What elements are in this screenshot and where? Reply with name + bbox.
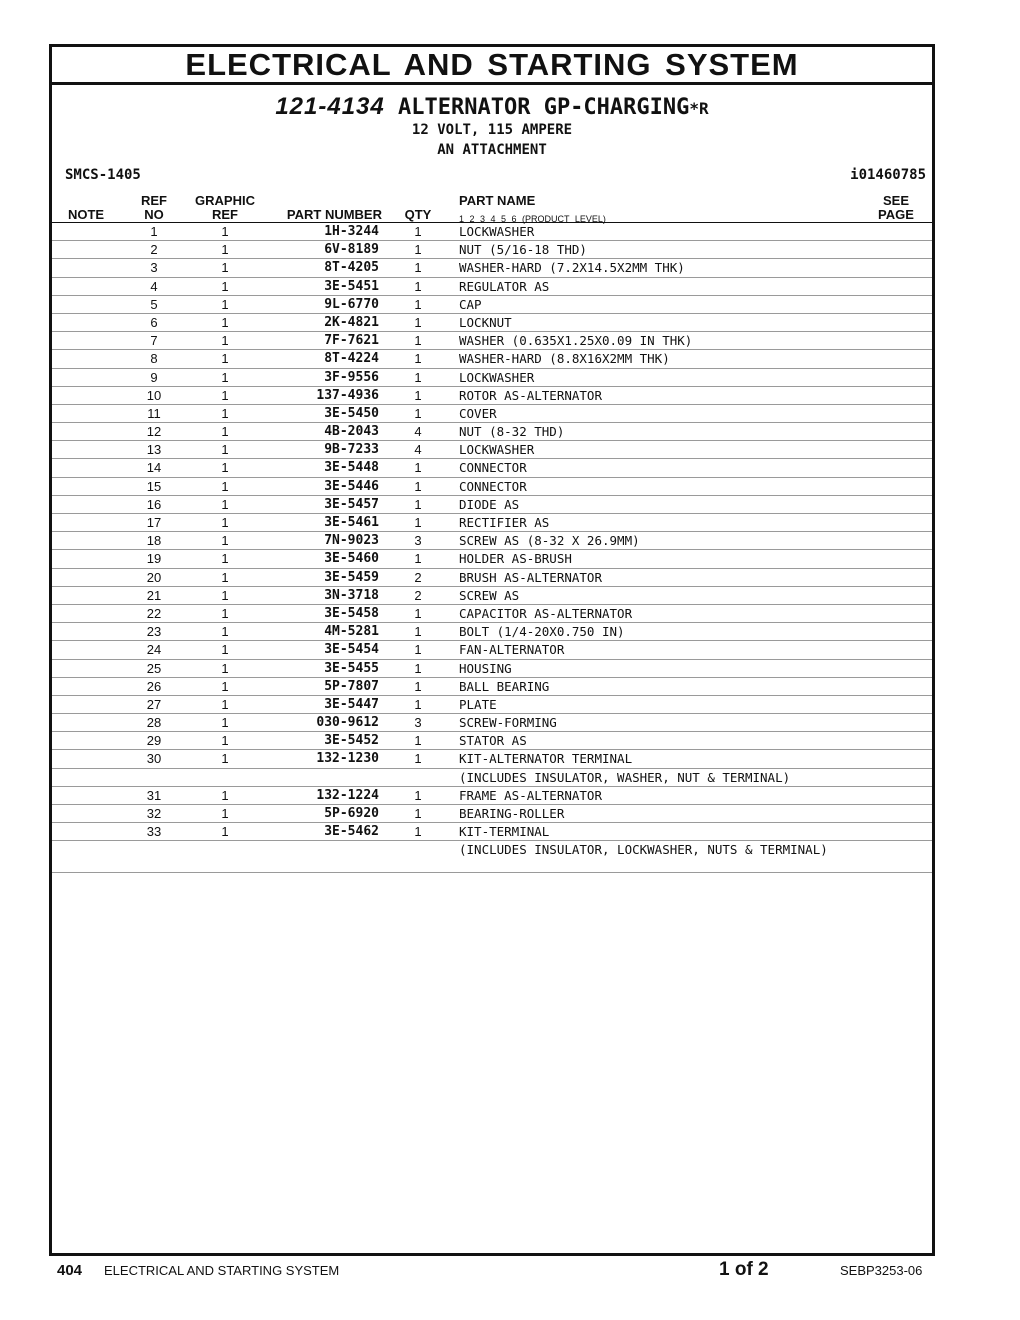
qty-cell: 2 — [414, 587, 422, 603]
qty-cell: 1 — [414, 369, 422, 385]
table-row — [52, 296, 932, 314]
graphic-ref-cell: 1 — [221, 806, 229, 821]
graphic-ref-cell: 1 — [221, 278, 229, 294]
part-number-cell: 5P-7807 — [324, 678, 379, 694]
table-row — [52, 369, 932, 387]
table-row — [52, 641, 932, 659]
ref-no-cell: 12 — [146, 424, 162, 440]
graphic-ref-cell: 1 — [221, 733, 229, 749]
part-number-cell: 7N-9023 — [324, 533, 379, 549]
qty-cell: 3 — [414, 715, 422, 731]
graphic-ref-cell: 1 — [221, 333, 229, 349]
qty-cell: 1 — [414, 333, 422, 349]
ref-no-cell: 20 — [146, 569, 162, 585]
qty-cell: 1 — [414, 314, 422, 330]
part-number-cell: 9B-7233 — [324, 442, 379, 458]
col-part-name: PART NAME — [459, 193, 536, 208]
graphic-ref-cell: 1 — [221, 605, 229, 621]
ref-no-cell: 8 — [150, 351, 158, 367]
part-name-cell: FRAME AS-ALTERNATOR — [459, 787, 602, 803]
qty-cell: 1 — [414, 405, 422, 421]
group-part-number: 121-4134 — [275, 93, 385, 120]
table-row — [52, 696, 932, 714]
part-name-cell: COVER — [459, 405, 497, 421]
table-row — [52, 587, 932, 605]
col-qty: QTY — [404, 207, 432, 222]
table-header — [52, 191, 932, 223]
parts-table-body — [52, 223, 932, 873]
graphic-ref-cell: 1 — [221, 587, 229, 603]
part-name-cell: CAPACITOR AS-ALTERNATOR — [459, 605, 633, 621]
table-row — [52, 314, 932, 332]
part-number-cell: 3E-5446 — [324, 478, 379, 494]
table-row — [52, 823, 932, 841]
part-number-cell: 6V-8189 — [324, 242, 379, 258]
table-row — [52, 569, 932, 587]
ref-no-cell: 33 — [146, 824, 162, 840]
graphic-ref-cell: 1 — [221, 678, 229, 694]
part-name-cell: KIT-TERMINAL — [459, 824, 550, 840]
part-number-cell: 3N-3718 — [324, 587, 379, 603]
graphic-ref-cell: 1 — [221, 296, 229, 312]
part-name-cell: STATOR AS — [459, 733, 527, 749]
part-number-cell: 3E-5455 — [324, 660, 379, 676]
col-see-page — [868, 194, 924, 222]
table-row — [52, 332, 932, 350]
col-part-number: PART NUMBER — [286, 207, 382, 222]
ref-no-cell: 22 — [146, 605, 162, 621]
graphic-ref-cell: 1 — [221, 624, 229, 640]
ref-no-cell: 4 — [150, 278, 158, 294]
part-number-cell: 8T-4205 — [324, 260, 379, 276]
qty-cell: 3 — [414, 533, 422, 549]
qty-cell: 1 — [414, 660, 422, 676]
table-row — [52, 241, 932, 259]
graphic-ref-cell: 1 — [221, 387, 229, 403]
part-number-cell: 137-4936 — [316, 387, 379, 403]
ref-no-cell: 6 — [150, 314, 158, 330]
graphic-ref-cell: 1 — [221, 314, 229, 330]
qty-cell: 1 — [414, 733, 422, 749]
part-name-cell: NUT (8-32 THD) — [459, 424, 565, 440]
part-number-cell: 7F-7621 — [324, 333, 379, 349]
graphic-ref-cell: 1 — [221, 751, 229, 767]
ref-no-cell: 11 — [147, 405, 161, 421]
part-name-cell: BEARING-ROLLER — [459, 806, 565, 821]
table-row — [52, 387, 932, 405]
part-number-cell: 3E-5460 — [324, 551, 379, 567]
part-name-cell: WASHER-HARD (8.8X16X2MM THK) — [459, 351, 670, 367]
table-row — [52, 478, 932, 496]
table-row — [52, 787, 932, 805]
col-see-top: SEE — [882, 193, 909, 208]
part-name-cell: LOCKWASHER — [459, 442, 535, 458]
group-spec: 12 VOLT, 115 AMPERE — [411, 122, 573, 138]
part-number-cell: 3E-5461 — [324, 515, 379, 530]
part-name-cell: WASHER (0.635X1.25X0.09 IN THK) — [459, 333, 693, 349]
page-title: ELECTRICAL AND STARTING SYSTEM — [52, 47, 932, 85]
qty-cell: 1 — [414, 605, 422, 621]
qty-cell: 1 — [414, 460, 422, 476]
part-number-cell: 3E-5447 — [324, 696, 379, 712]
part-number-cell: 2K-4821 — [324, 314, 379, 330]
qty-cell: 1 — [414, 224, 422, 239]
part-number-cell: 3F-9556 — [324, 369, 379, 385]
group-attachment: AN ATTACHMENT — [437, 142, 547, 158]
part-number-cell: 4B-2043 — [324, 424, 379, 440]
table-row — [52, 532, 932, 550]
col-graphic-bottom: REF — [212, 207, 238, 222]
page-footer — [0, 1260, 1020, 1284]
table-row — [52, 405, 932, 423]
ref-no-cell: 26 — [146, 678, 162, 694]
table-row — [52, 278, 932, 296]
ref-no-cell: 2 — [150, 242, 158, 258]
col-graphic-ref — [184, 194, 266, 222]
table-row — [52, 605, 932, 623]
qty-cell: 1 — [414, 478, 422, 494]
qty-cell: 1 — [414, 551, 422, 567]
table-row — [52, 441, 932, 459]
part-name-cell: KIT-ALTERNATOR TERMINAL — [459, 751, 633, 767]
qty-cell: 1 — [414, 624, 422, 640]
table-row — [52, 496, 932, 514]
qty-cell: 1 — [414, 696, 422, 712]
graphic-ref-cell: 1 — [221, 460, 229, 476]
part-number-cell: 3E-5458 — [324, 605, 379, 621]
group-suffix: *R — [689, 99, 709, 118]
part-number-cell: 3E-5457 — [324, 496, 379, 512]
ref-no-cell: 15 — [146, 478, 162, 494]
ref-no-cell: 10 — [146, 387, 162, 403]
graphic-ref-cell: 1 — [221, 351, 229, 367]
graphic-ref-cell: 1 — [221, 260, 229, 276]
table-row — [52, 678, 932, 696]
col-ref-bottom: NO — [144, 207, 164, 222]
ref-no-cell: 31 — [146, 787, 162, 803]
part-number-cell: 3E-5450 — [324, 405, 379, 421]
graphic-ref-cell: 1 — [221, 569, 229, 585]
ref-no-cell: 19 — [146, 551, 162, 567]
footer-page-of: 1 of 2 — [719, 1259, 769, 1280]
part-name-cell: PLATE — [459, 696, 497, 712]
qty-cell: 4 — [414, 424, 422, 440]
ref-no-cell: 32 — [146, 806, 162, 821]
graphic-ref-cell: 1 — [221, 551, 229, 567]
table-row — [52, 259, 932, 277]
table-row — [52, 459, 932, 477]
table-row — [52, 223, 932, 241]
col-note: NOTE — [67, 207, 105, 222]
qty-cell: 1 — [414, 824, 422, 840]
ref-no-cell: 14 — [146, 460, 162, 476]
table-row — [52, 805, 932, 823]
ref-no-cell: 16 — [146, 496, 162, 512]
ref-no-cell: 5 — [150, 296, 158, 312]
graphic-ref-cell: 1 — [221, 533, 229, 549]
part-name-cell: WASHER-HARD (7.2X14.5X2MM THK) — [459, 260, 685, 276]
part-name-cell: BALL BEARING — [459, 678, 550, 694]
part-number-cell: 9L-6770 — [324, 296, 379, 312]
part-number-cell: 3E-5448 — [324, 460, 379, 476]
qty-cell: 1 — [414, 806, 422, 821]
part-name-cell: (INCLUDES INSULATOR, LOCKWASHER, NUTS & TERMINAL) — [459, 842, 828, 858]
graphic-ref-cell: 1 — [221, 424, 229, 440]
table-row — [52, 514, 932, 532]
table-row — [52, 550, 932, 568]
part-name-cell: SCREW AS (8-32 X 26.9MM) — [459, 533, 640, 549]
part-name-cell: RECTIFIER AS — [459, 515, 550, 530]
col-ref-no — [128, 194, 180, 222]
part-name-cell: REGULATOR AS — [459, 278, 550, 294]
qty-cell: 1 — [414, 751, 422, 767]
part-name-cell: (INCLUDES INSULATOR, WASHER, NUT & TERMINAL) — [459, 769, 791, 785]
footer-doc-number: SEBP3253-06 — [840, 1263, 923, 1278]
ref-no-cell: 7 — [150, 333, 158, 349]
table-row — [52, 623, 932, 641]
part-name-cell: FAN-ALTERNATOR — [459, 642, 565, 658]
table-row — [52, 350, 932, 368]
qty-cell: 1 — [414, 296, 422, 312]
part-number-cell: 3E-5459 — [324, 569, 379, 585]
part-number-cell: 132-1224 — [316, 787, 379, 803]
ref-no-cell: 29 — [146, 733, 162, 749]
ref-no-cell: 28 — [146, 715, 162, 731]
part-name-cell: BOLT (1/4-20X0.750 IN) — [459, 624, 625, 640]
qty-cell: 1 — [414, 351, 422, 367]
part-number-cell: 3E-5462 — [324, 824, 379, 840]
part-number-cell: 8T-4224 — [324, 351, 379, 367]
graphic-ref-cell: 1 — [221, 824, 229, 840]
col-product-levels: 1 2 3 4 5 6 (PRODUCT LEVEL) — [459, 214, 606, 224]
part-number-cell: 030-9612 — [316, 715, 379, 731]
part-name-cell: LOCKWASHER — [459, 369, 535, 385]
table-row — [52, 660, 932, 678]
graphic-ref-cell: 1 — [221, 515, 229, 530]
part-name-cell: SCREW AS — [459, 587, 520, 603]
part-name-cell: DIODE AS — [459, 496, 520, 512]
part-name-cell: NUT (5/16-18 THD) — [459, 242, 587, 258]
illustration-id: i01460785 — [850, 167, 926, 183]
ref-no-cell: 24 — [146, 642, 162, 658]
group-name: ALTERNATOR GP-CHARGING — [398, 95, 690, 120]
part-name-cell: CONNECTOR — [459, 478, 527, 494]
table-row — [52, 750, 932, 768]
part-number-cell: 5P-6920 — [324, 806, 379, 821]
part-number-cell: 4M-5281 — [324, 624, 379, 640]
part-number-cell: 3E-5452 — [324, 733, 379, 749]
part-name-cell: LOCKWASHER — [459, 224, 535, 239]
qty-cell: 1 — [414, 678, 422, 694]
col-graphic-top: GRAPHIC — [195, 193, 255, 208]
qty-cell: 1 — [414, 496, 422, 512]
graphic-ref-cell: 1 — [221, 496, 229, 512]
qty-cell: 4 — [414, 442, 422, 458]
graphic-ref-cell: 1 — [221, 405, 229, 421]
graphic-ref-cell: 1 — [221, 242, 229, 258]
graphic-ref-cell: 1 — [221, 369, 229, 385]
graphic-ref-cell: 1 — [221, 696, 229, 712]
part-number-cell: 3E-5451 — [324, 278, 379, 294]
ref-no-cell: 21 — [146, 587, 162, 603]
part-name-cell: ROTOR AS-ALTERNATOR — [459, 387, 602, 403]
graphic-ref-cell: 1 — [221, 787, 229, 803]
group-title — [52, 93, 932, 123]
qty-cell: 1 — [414, 242, 422, 258]
part-name-cell: LOCKNUT — [459, 314, 512, 330]
part-name-cell: BRUSH AS-ALTERNATOR — [459, 569, 602, 585]
col-see-bottom: PAGE — [878, 207, 914, 222]
table-row — [52, 423, 932, 441]
col-ref-top: REF — [141, 193, 167, 208]
ref-no-cell: 1 — [150, 224, 158, 239]
qty-cell: 2 — [414, 569, 422, 585]
ref-no-cell: 17 — [146, 515, 162, 530]
ref-no-cell: 13 — [146, 442, 162, 458]
graphic-ref-cell: 1 — [221, 715, 229, 731]
ref-no-cell: 3 — [150, 260, 158, 276]
part-name-cell: HOLDER AS-BRUSH — [459, 551, 572, 567]
qty-cell: 1 — [414, 787, 422, 803]
ref-no-cell: 25 — [146, 660, 162, 676]
part-name-cell: CAP — [459, 296, 482, 312]
table-row — [52, 769, 932, 787]
part-name-cell: CONNECTOR — [459, 460, 527, 476]
graphic-ref-cell: 1 — [221, 224, 229, 239]
ref-no-cell: 23 — [146, 624, 162, 640]
qty-cell: 1 — [414, 642, 422, 658]
ref-no-cell: 18 — [146, 533, 162, 549]
graphic-ref-cell: 1 — [221, 660, 229, 676]
table-row — [52, 732, 932, 750]
part-name-cell: HOUSING — [459, 660, 512, 676]
graphic-ref-cell: 1 — [221, 442, 229, 458]
graphic-ref-cell: 1 — [221, 642, 229, 658]
footer-page-number: 404 — [57, 1262, 83, 1279]
ref-no-cell: 27 — [146, 696, 162, 712]
table-row — [52, 841, 932, 873]
ref-no-cell: 30 — [146, 751, 162, 767]
qty-cell: 1 — [414, 515, 422, 530]
ref-no-cell: 9 — [150, 369, 158, 385]
qty-cell: 1 — [414, 387, 422, 403]
part-name-cell: SCREW-FORMING — [459, 715, 557, 731]
smcs-code: SMCS-1405 — [65, 167, 141, 183]
graphic-ref-cell: 1 — [221, 478, 229, 494]
footer-section: ELECTRICAL AND STARTING SYSTEM — [104, 1263, 340, 1278]
table-row — [52, 714, 932, 732]
part-number-cell: 1H-3244 — [324, 224, 379, 239]
part-number-cell: 132-1230 — [316, 751, 379, 767]
part-number-cell: 3E-5454 — [324, 642, 379, 658]
qty-cell: 1 — [414, 260, 422, 276]
qty-cell: 1 — [414, 278, 422, 294]
parts-list-frame — [49, 44, 935, 1256]
